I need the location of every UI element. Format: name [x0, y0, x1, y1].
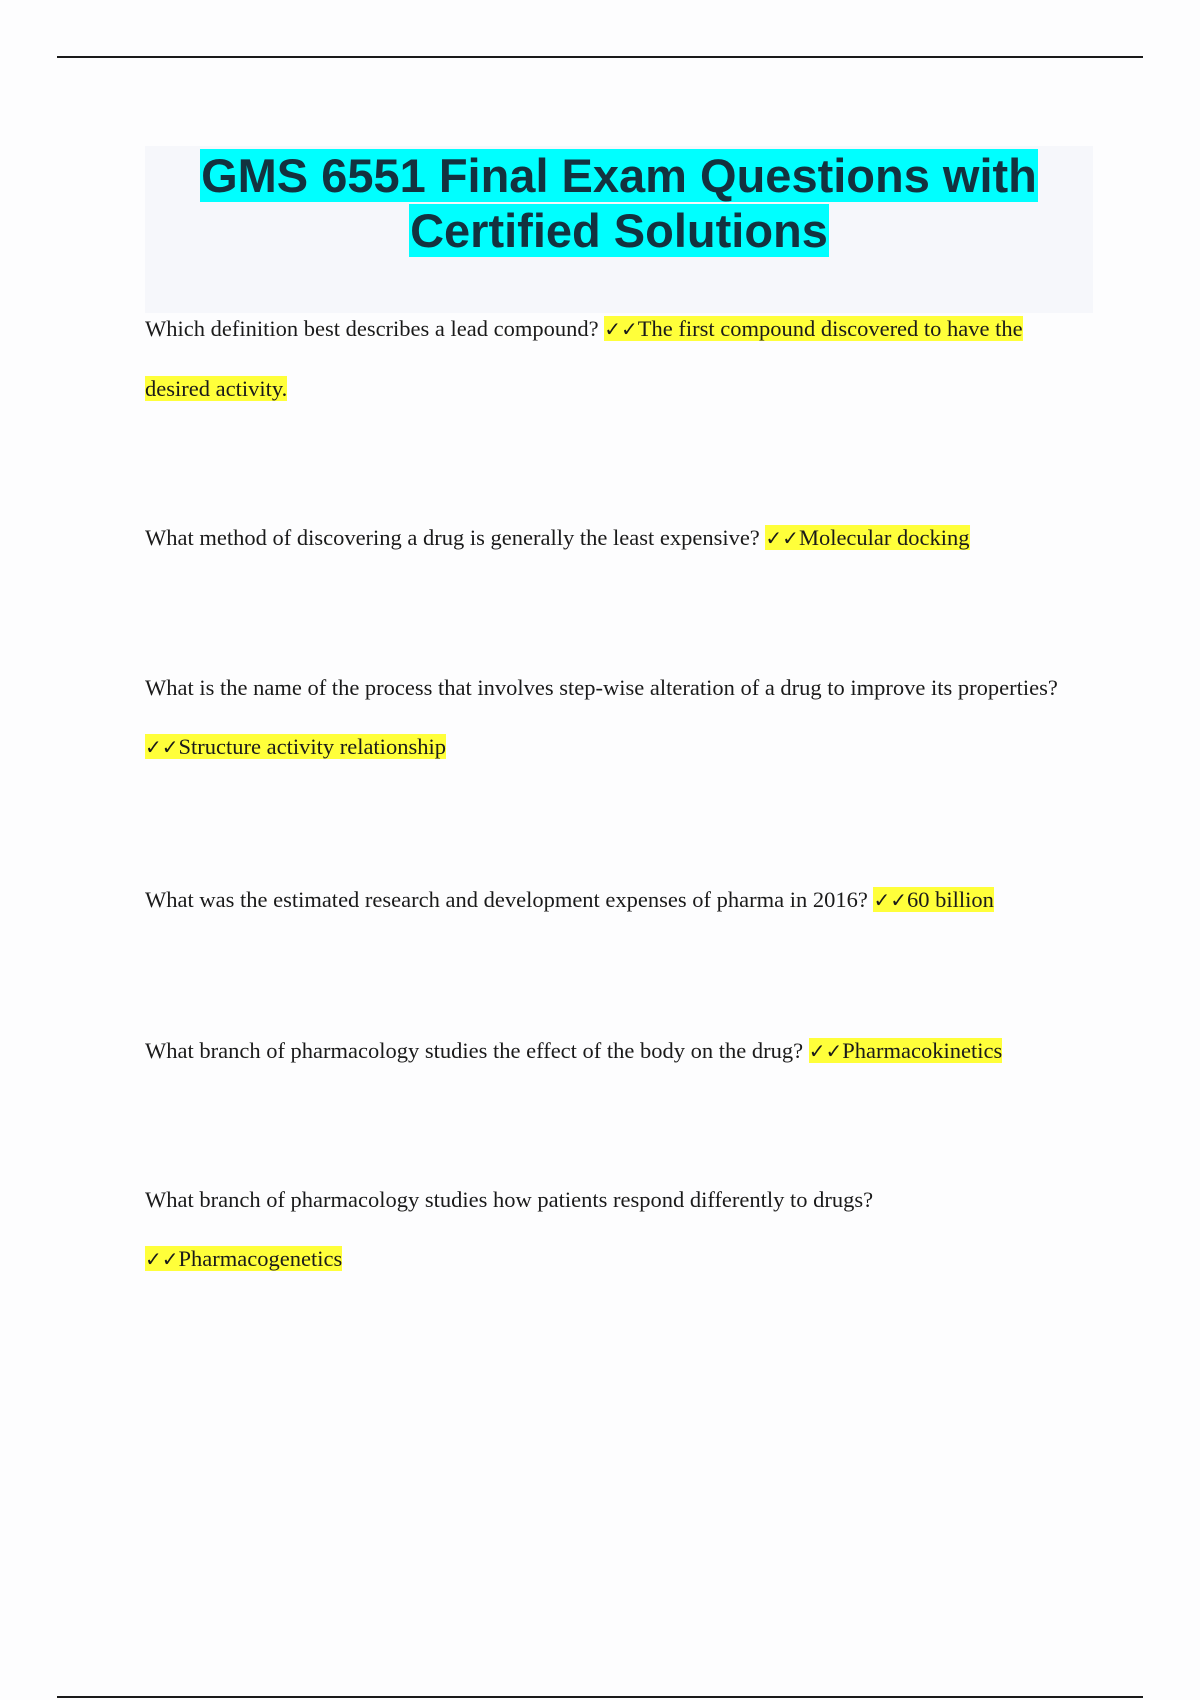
- qa-item-5: [145, 1021, 1065, 1081]
- qa-item-6: [145, 1170, 1065, 1289]
- qa-item-4: [145, 870, 1065, 930]
- title-block: [145, 146, 1093, 313]
- question-text: What branch of pharmacology studies how patients respond differently to drugs?: [145, 1187, 874, 1212]
- answer-highlight: [809, 1038, 1002, 1063]
- answer-text: Structure activity relationship: [178, 734, 446, 759]
- double-check-icon: ✓✓: [145, 1247, 179, 1271]
- double-check-icon: ✓✓: [765, 526, 799, 550]
- answer-text: Pharmacokinetics: [842, 1038, 1003, 1063]
- answer-text: The first compound discovered to have the desired activity.: [145, 316, 1023, 401]
- question-text: What branch of pharmacology studies the effect of the body on the drug?: [145, 1038, 804, 1063]
- double-check-icon: ✓✓: [145, 735, 179, 759]
- question-text: What method of discovering a drug is generally the least expensive?: [145, 525, 760, 550]
- answer-text: Molecular docking: [798, 525, 970, 550]
- answer-text: Pharmacogenetics: [178, 1246, 343, 1271]
- title-line-2: Certified Solutions: [410, 204, 828, 257]
- double-check-icon: ✓✓: [604, 317, 638, 341]
- question-text: What is the name of the process that involves step-wise alteration of a drug to improve its properties?: [145, 675, 1058, 700]
- bottom-rule: [57, 1696, 1143, 1698]
- double-check-icon: ✓✓: [873, 888, 907, 912]
- answer-highlight: [873, 887, 993, 912]
- answer-highlight: [145, 734, 446, 759]
- top-rule: [57, 56, 1143, 58]
- qa-item-3: [145, 658, 1065, 777]
- title-line-1: GMS 6551 Final Exam Questions with: [201, 149, 1037, 202]
- question-text: Which definition best describes a lead compound?: [145, 316, 599, 341]
- document-title: [145, 146, 1093, 258]
- answer-highlight: [765, 525, 969, 550]
- question-text: What was the estimated research and development expenses of pharma in 2016?: [145, 887, 868, 912]
- qa-item-1: [145, 299, 1065, 418]
- answer-text: 60 billion: [907, 887, 994, 912]
- double-check-icon: ✓✓: [808, 1039, 843, 1063]
- answer-highlight: [145, 1246, 342, 1271]
- qa-item-2: [145, 508, 1065, 568]
